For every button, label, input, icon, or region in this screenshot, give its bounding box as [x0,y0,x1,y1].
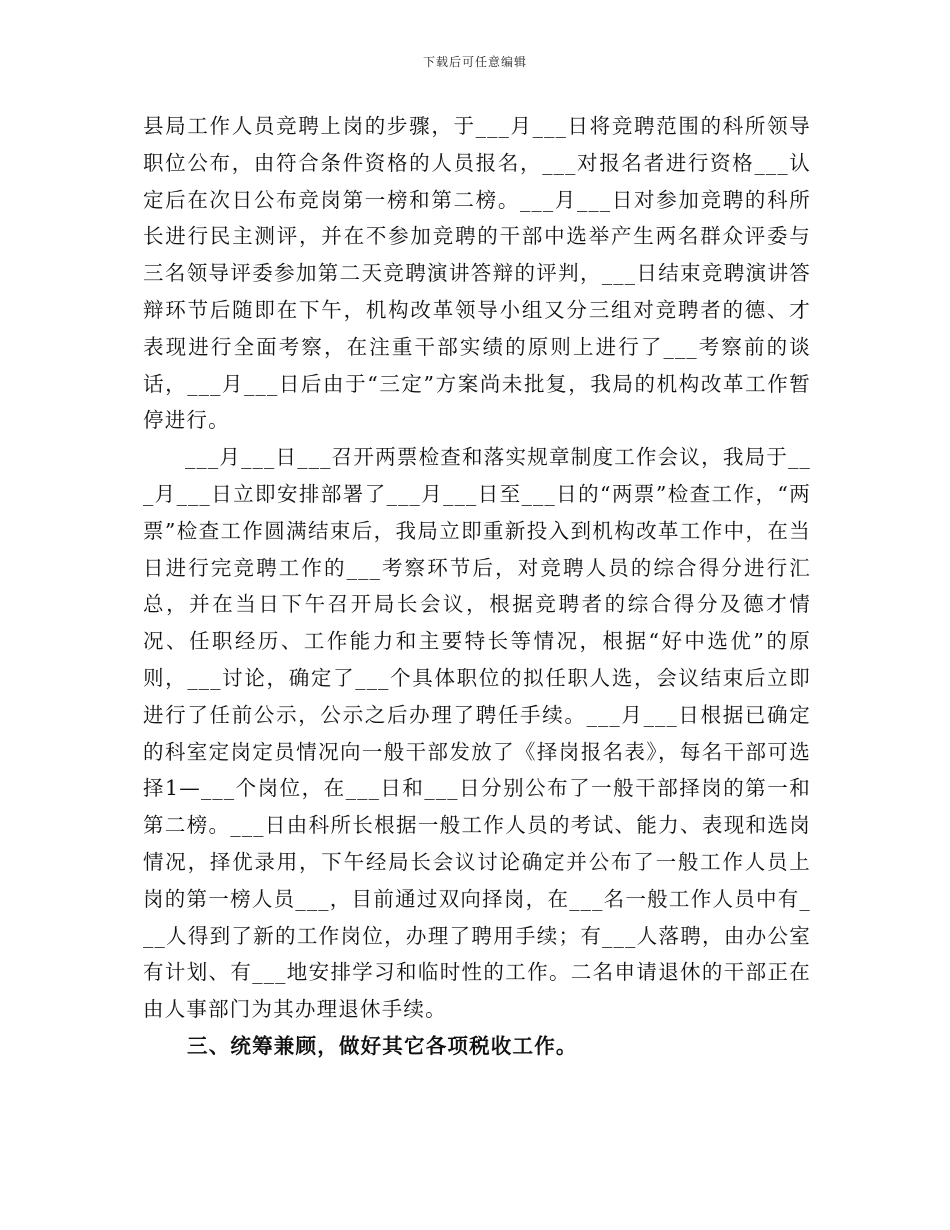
page-header-note: 下载后可任意编辑 [422,55,527,69]
section-heading-3: 三、统筹兼顾，做好其它各项税收工作。 [187,1033,578,1058]
document-body [143,108,811,1065]
paragraph-recruitment-steps: 县局工作人员竞聘上岗的步骤，于___月___日将竞聘范围的科所领导职位公布，由符合条件资格的人员报名，___对报名者进行资格___认定后在次日公布竞岗第一榜和第二榜。___月___日对参加竞聘的科所长进行民主测评，并在不参加竞聘的干部中选举产生两名群众评委与三名领导评委参加第二天竞聘演讲答辩的评判，___日结束竞聘演讲答辩环节后随即在下午，机构改革领导小组又分三组对竞聘者的德、才表现进行全面考察，在注重干部实绩的原则上进行了___考察前的谈话，___月___日后由于“三定”方案尚未批复，我局的机构改革工作暂停进行。 [143,114,811,433]
paragraph-two-tickets-and-reform: ___月___日___召开两票检查和落实规章制度工作会议，我局于___月___日立即安排部署了___月___日至___日的“两票”检查工作，“两票”检查工作圆满结束后，我局立即重新投入到机构改革工作中，在当日进行完竞聘工作的___考察环节后，对竞聘人员的综合得分进行汇总，并在当日下午召开局长会议，根据竞聘者的综合得分及德才情况、任职经历、工作能力和主要特长等情况，根据“好中选优”的原则，___讨论，确定了___个具体职位的拟任职人选，会议结束后立即进行了任前公示，公示之后办理了聘任手续。___月___日根据已确定的科室定岗定员情况向一般干部发放了《择岗报名表》，每名干部可选择1—___个岗位，在___日和___日分别公布了一般干部择岗的第一和第二榜。___日由科所长根据一般工作人员的考试、能力、表现和选岗情况，择优录用，下午经局长会议讨论确定并公布了一般工作人员上岗的第一榜人员___，目前通过双向择岗，在___名一般工作人员中有___人得到了新的工作岗位，办理了聘用手续；有___人落聘，由办公室有计划、有___地安排学习和临时性的工作。二名申请退休的干部正在由人事部门为其办理退休手续。 [143,445,811,1022]
